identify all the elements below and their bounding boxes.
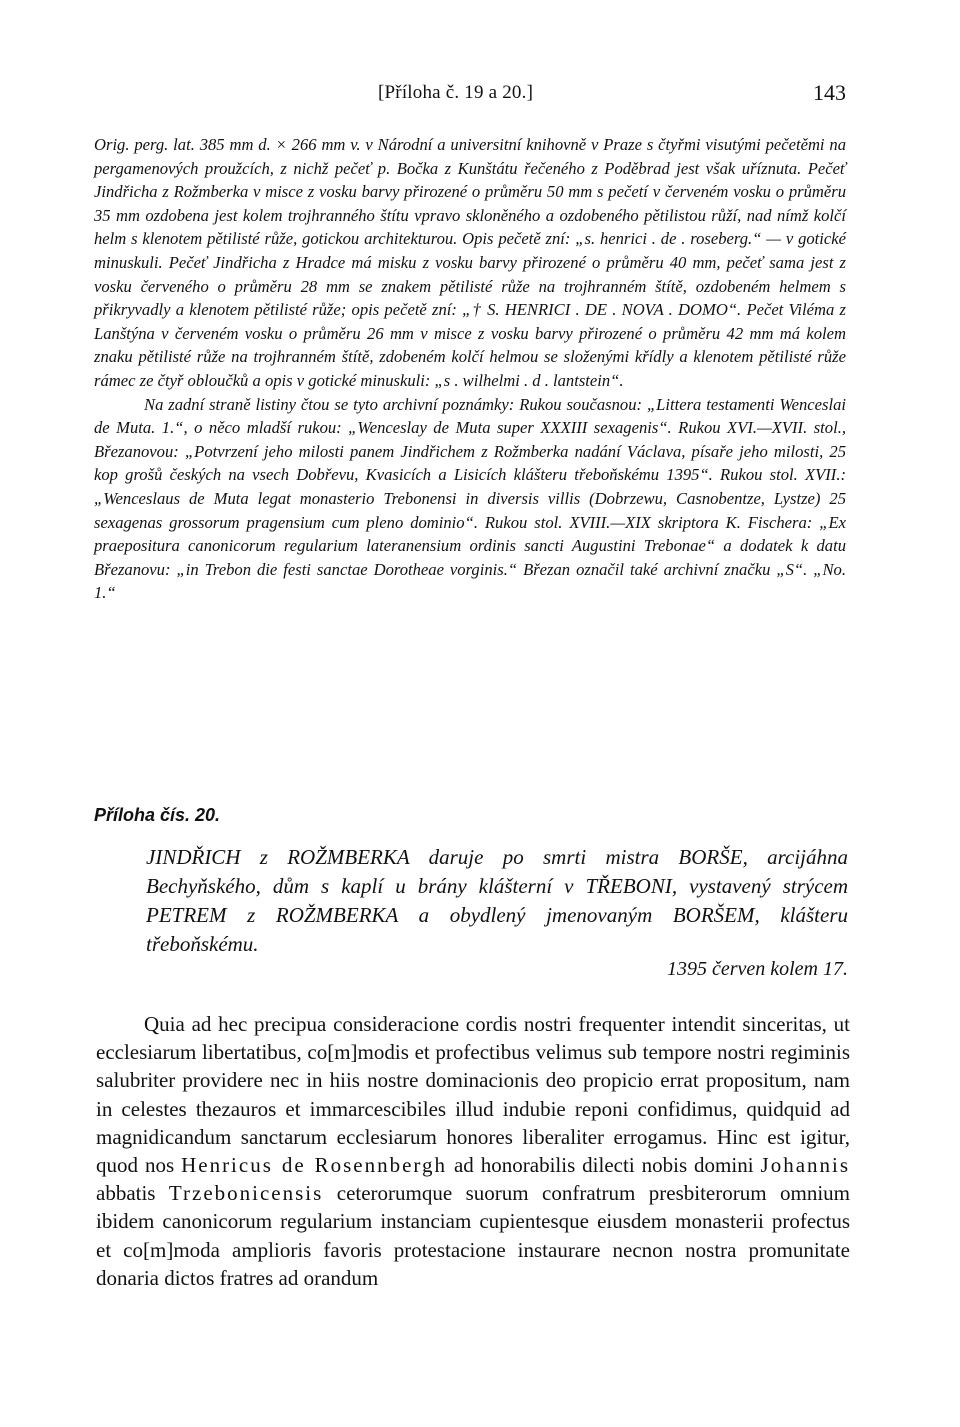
seal-description-paragraph: Orig. perg. lat. 385 mm d. × 266 mm v. v Národní a universitní knihovně v Praze s čtyřmi visutými pečetěmi na pergamenových proužcích, z nichž pečeť p. Bočka z Kunštátu řečeného z Poděbrad jest však uříznuta. Pečeť Jindřicha z Rožmberka v misce z vosku barvy přirozené o průměru 50 mm s pečetí v červeném vosku o průměru 35 mm ozdobena jest kolem trojhranného štítu vpravo skloněného a ozdobeného pětilistou růží, nad nímž kolčí helm s klenotem pětilisté růže, gotickou architekturou. Opis pečetě zní: „s. henrici . de . roseberg.“ — v gotické minuskuli. Pečeť Jindřicha z Hradce má misku z vosku barvy přirozené o průměru 40 mm, pečeť sama jest z vosku červeného o průměru 28 mm se znakem pětilisté růže na trojhranném štítě, ozdobeném helmem s přikryvadly a klenotem pětilisté růže; opis pečetě zní: „† S. HENRICI . DE . NOVA . DOMO“. Pečet Viléma z Lanštýna v červeném vosku o průměru 26 mm v misce z vosku barvy přirozené o průměru 42 mm má kolem znaku pětilisté růže na trojhranném štítě, zdobeném kolčí helmou se složenými křídly a klenotem pětilisté růže rámec ze čtyř obloučků a opis v gotické minuskuli: „s . wilhelmi . d . lantstein“. [94,135,846,390]
running-title: [Příloha č. 19 a 20.] [378,82,534,103]
charter-text-part: abbatis [96,1181,156,1206]
charter-text-part: ceterorumque suorum confratrum presbiterorum omnium ibidem canonicorum regularium instanciam cupientesque eiusdem monasterii profectus et co[m]moda amplioris favoris protestacione instaurare necnon nostra promunitate donaria dictos fratres ad orandum [96,1181,851,1290]
archival-notes-paragraph: Na zadní straně listiny čtou se tyto archivní poznámky: Rukou současnou: „Littera testamenti Wenceslai de Muta. 1.“, o něco mladší rukou: „Wenceslay de Muta super XXXIII sexagenis“. Rukou XVI.—XVII. stol., Březanovou: „Potvrzení jeho milosti panem Jindřichem z Rožmberka nadání Václava, písaře jeho milosti, 25 kop grošů českých na vsech Dobřevu, Kvasicích a Lisicích klášteru třeboňskému 1395“. Rukou stol. XVII.: „Wenceslaus de Muta legat monasterio Trebonensi in diversis villis (Dobrzewu, Casnobentze, Lystze) 25 sexagenas grossorum pragensium cum pleno dominio“. Rukou stol. XVIII.—XIX skriptora K. Fischera: „Ex praepositura canonicorum regularium lateranensium ordinis sancti Augustini Trebonae“ a dodatek k datu Březanovu: „in Trebon die festi sanctae Dorotheae vorginis.“ Březan označil také archivní značku „S“. „No. 1.“ [94,394,846,603]
appendix-heading: Příloha čís. 20. [94,805,221,825]
editorial-notes [94,133,846,605]
page-number: 143 [813,80,846,105]
charter-name-henricus: Henricus de Rosennbergh [181,1153,448,1178]
charter-text-part: ad honorabilis dilecti nobis domini [453,1153,754,1178]
running-head [0,82,960,112]
charter-date: 1395 červen kolem 17. [666,958,848,980]
charter-name-johannis: Johannis [760,1153,851,1178]
charter-name-trzebonicensis: Trzebonicensis [168,1181,324,1206]
charter-text-part: Quia ad hec precipua consideracione cordis nostri frequenter intendit sinceritas, ut ecclesiarum libertatibus, co[m]modis et profectibus velimus sub tempore nostri regiminis salubriter providere nec in hiis nostre dominacionis deo propicio errat propositum, nam in celestes thezauros et immarcescibiles illud indubie reponi confidimus, quidquid ad magnidicandum sanctarum ecclesiarum honores liberaliter errogamus. Hinc est igitur, quod nos [96,1012,850,1178]
charter-text [96,1010,850,1292]
regest-summary: JINDŘICH z ROŽMBERKA daruje po smrti mistra BORŠE, arcijáhna Bechyňského, dům s kaplí u brány klášterní v TŘEBONI, vystavený strýcem PETREM z ROŽMBERKA a obydlený jmenovaným BORŠEM, klášteru třeboňskému. [146,845,848,956]
